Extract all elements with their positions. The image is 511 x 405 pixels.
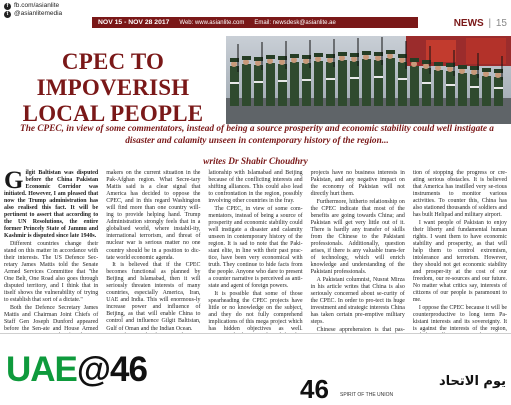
article-paragraph: lationship with Islamabad and Beijing because of the conflicting interests and shifting alliances. This could also lead to confrontation in the region, possibly involving other countries in the fray.	[208, 170, 303, 205]
website-link[interactable]: Web: www.asianlite.com	[179, 19, 245, 26]
article-lead: The CPEC, in view of some commentators, instead of being a source prosperity and economic stability could well instigate a disaster and calamity unseen in contemporary history of the region...	[20, 124, 494, 146]
uae-national-day-advert[interactable]	[0, 333, 511, 404]
article-photo	[226, 36, 511, 124]
article-paragraph: I want people of Pakistan to enjoy their liberty and fundamental human rights. I want them to have economic stability and prosperity, as that will help them to control extremism, intolerance and terrorism. However, they should not get economic stability and prosper-ity at the cost of our freedom, our re-sources and our future. No matter what critics say, interests of citizens of our people is paramount to me.	[412, 219, 508, 304]
advert-brand-number: 46	[110, 350, 147, 389]
article-column-2	[106, 170, 200, 332]
issue-info-bar	[92, 17, 418, 28]
article-paragraph: Both the Defence Secretary James Mattis and Chairman Joint Chiefs of Staff Gen Joseph Dunford appeared before the Sen-ate and House Armed	[4, 304, 99, 333]
article-paragraph: A Pakistani columnist, Nusrat Mirza in his article writes that China is also seriously concerned about se-curity of the CPEC. In order to pro-tect its huge investment and strategic interests China has taken certain pre-emptive military steps.	[310, 276, 405, 325]
advert-arabic-text: يوم الاتحاد	[438, 374, 506, 389]
advert-subtitle: SPIRIT OF THE UNION	[340, 392, 394, 398]
article-paragraph: projects have no business interests in Pakistan, and any negative impact on the economy of Pakistan will not directly hurt them.	[310, 170, 405, 198]
article-column-3	[208, 170, 302, 332]
article-headline	[0, 49, 226, 127]
social-link-label: @asianlitemedia	[14, 10, 63, 18]
article-byline: writes Dr Shabir Choudhry	[203, 157, 308, 167]
section-label	[454, 18, 507, 29]
advert-brand-at: @	[76, 350, 111, 389]
advert-number-right: 46	[300, 374, 329, 404]
article-column-1	[4, 167, 99, 333]
article-paragraph: Furthermore, hitherto relationship on the CPEC indicate that most of the benefits are going towards China; and Pakistan will get very little out of it. There is hardly any transfer of skills from the Chinese to the Pakistani professionals. Additionally, question arises, if there is any valuable trans-fer of technology, which will enrich knowledge and understanding of the Pakistani professionals.	[310, 198, 405, 276]
article-column-4	[311, 170, 405, 332]
article-paragraph: Chinese apprehension is that pas-	[316, 326, 405, 333]
social-link-label: fb.com/asianlite	[14, 2, 60, 9]
page-number: 15	[495, 18, 507, 29]
twitter-icon: t	[4, 11, 11, 18]
headline-line-2: LOCAL PEOPLE	[22, 101, 204, 126]
article-paragraph: tion of stopping the progress or cre-ating serious obstacles. It is believed that America has instilled very se-rious instruments to monitor various activities. To counter this, China has also stationed thousands of soldiers and has built Helipad and military airport.	[412, 170, 508, 219]
article-paragraph: I oppose the CPEC because it will be counterproductive to long term Pa-kistani interests and its sovereignty. It is against the interests of the region,	[412, 304, 508, 333]
page-number-separator: |	[488, 18, 492, 29]
headline-line-1: CPEC TO IMPOVERISH	[36, 49, 190, 100]
email-link[interactable]: Email: newsdesk@asianlite.ae	[254, 19, 336, 26]
article-paragraph-text: ilgit Baltistan was disputed before the China Pakistan Economic Corridor was initiated. However, I am pleased that now the Trump administration has also realised this fact. It will be pertinent to assert that according to the UN Resolutions, the entire former Princely State of Jammu and Kashmir is disputed since late 1940s.	[4, 170, 99, 240]
article-body	[4, 167, 508, 333]
article-paragraph: It is believed that if the CPEC becomes functional as planned by Beijing and Islamabad, then it will seriously threaten interests of many countries, especially America, Iran, UAE and India. This will enormous-ly increase power and influence of Beijing, as that will enable China to control and influence Gilgit Baltistan, Gulf of Oman and the Indian Ocean.	[106, 262, 201, 332]
issue-date: NOV 15 - NOV 28 2017	[98, 19, 170, 26]
article-column-5	[413, 170, 507, 332]
article-paragraph: It is possible that some of those spearheading the CPEC projects have little or no knowledge on the subject, and they do not fully comprehend implications of this mega project which has hidden objectives as well.	[208, 290, 303, 333]
social-link-facebook[interactable]	[4, 2, 62, 10]
article-paragraph: Different countries change their stand on this matter in accordance with their interests. The US Defence Sec-retary James Mattis told the Senate Armed Services Committee that "the One Belt, One Road also goes through disputed territory, and I think that in itself shows the vulnerability of trying to establish that sort of a dictate."	[4, 240, 99, 304]
article-paragraph: The CPEC, in view of some com-mentators, instead of being a source of prosperity and economic stability could well instigate a disaster and calamity unseen in contemporary history of the region. It is sad to note that the Paki-stani elite, in line with their past prac-tice, have been very economical with truth. They continue to hide facts from the people. Anyone who dare to present a counter narrative is perceived as anti-state and agent of foreign powers.	[208, 205, 303, 290]
social-links	[4, 2, 62, 19]
advert-brand	[6, 352, 147, 388]
article-paragraph	[4, 167, 99, 240]
parade-photo-illustration	[226, 36, 511, 124]
social-link-twitter[interactable]	[4, 10, 62, 18]
section-name: NEWS	[453, 18, 484, 29]
facebook-icon: f	[4, 3, 11, 10]
drop-cap: G	[4, 167, 24, 194]
article-paragraph: makers on the current situation in the Pak-Afghan region. What Secre-tary Mattis said is a clear signal that America has decided to oppose the CPEC, and in this regard Washington will find more than one country will-ing to provide helping hand. Trump Administration strongly feels that in a globalised world, where instabil-ity, international terrorism, and threat of nuclear war is serious matter no one country should be in a position to dic-tate world economic agenda.	[106, 170, 201, 261]
advert-brand-uae: UAE	[6, 350, 77, 389]
